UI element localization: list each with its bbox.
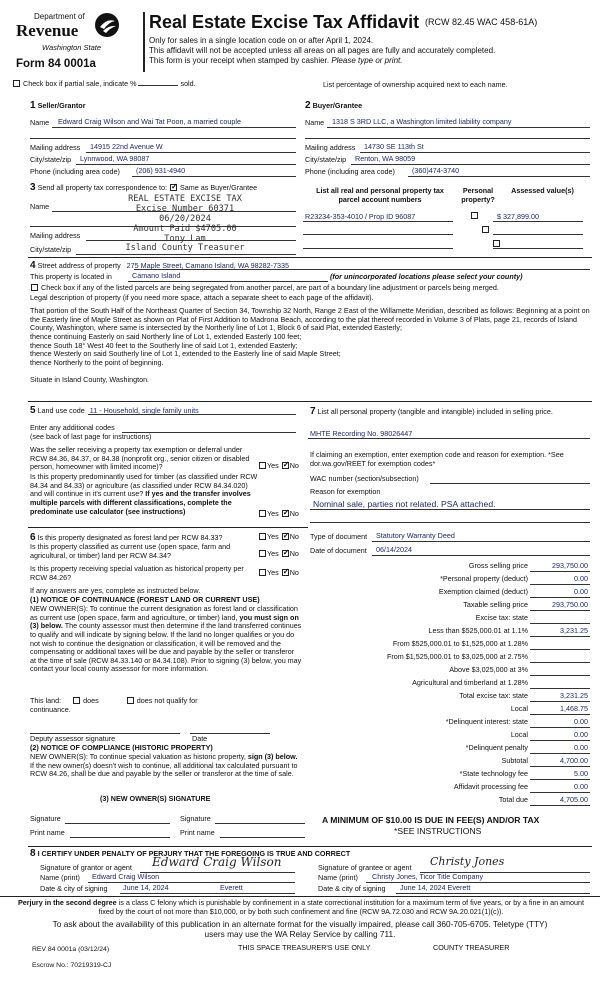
buyer-mailing-label: Mailing address bbox=[305, 143, 356, 152]
additional-codes-label: Enter any additional codes bbox=[30, 423, 115, 432]
deputy-date-label: Date bbox=[192, 734, 208, 743]
section-7-number: 7 bbox=[310, 406, 316, 417]
no-label: No bbox=[289, 532, 299, 541]
notice-1: Only for sales in a single location code on or after April 1, 2024. bbox=[149, 36, 374, 45]
tax-row-underline bbox=[530, 753, 590, 754]
parcels-header-personal: Personal property? bbox=[461, 186, 495, 204]
q-current-use-answer bbox=[258, 550, 299, 559]
seller-mailing-field[interactable]: 14915 22nd Avenue W bbox=[90, 142, 163, 151]
q-forest-yes-checkbox[interactable] bbox=[259, 533, 266, 540]
section-2-heading bbox=[305, 100, 362, 112]
segregated-label: Check box if any of the listed parcels are being segregated from another parcel, are part of a boundary line adjustment or parcels being merged. bbox=[41, 283, 499, 292]
notice-2-a: NEW OWNER(S): To continue special valuation as historic property, bbox=[30, 752, 246, 761]
deputy-signature-label: Deputy assessor signature bbox=[30, 734, 116, 743]
grantor-sig-label: Signature of grantor or agent bbox=[40, 863, 132, 872]
tax-row-underline bbox=[530, 740, 590, 741]
notice-2: This affidavit will not be accepted unless all areas on all pages are fully and accurately completed. bbox=[149, 46, 496, 55]
form-citation: (RCW 82.45 WAC 458-61A) bbox=[425, 17, 538, 27]
ownership-note: List percentage of ownership acquired next to each name. bbox=[323, 80, 508, 89]
grantor-date-label: Date & city of signing bbox=[40, 884, 108, 893]
perjury-notice bbox=[16, 899, 586, 916]
wa-swoosh-icon bbox=[94, 12, 120, 41]
grantee-date-label: Date & city of signing bbox=[318, 884, 386, 893]
seller-mailing-label: Mailing address bbox=[30, 143, 81, 152]
grantor-signature[interactable]: Edward Craig Wilson bbox=[152, 855, 282, 869]
tax-row-value[interactable]: 3,231.25 bbox=[560, 626, 588, 635]
stamp-line-4: Amount Paid $4705.00 bbox=[133, 223, 237, 234]
section-7-heading bbox=[310, 406, 590, 418]
section-2-number: 2 bbox=[305, 100, 311, 111]
stamp-line-3: 06/20/2024 bbox=[159, 213, 211, 224]
seller-city-field[interactable]: Lynnwood, WA 98087 bbox=[80, 154, 150, 163]
grantor-city-field[interactable]: Everett bbox=[220, 883, 243, 892]
legal-description[interactable] bbox=[30, 307, 592, 385]
q-timber-yes-checkbox[interactable] bbox=[259, 510, 266, 517]
section-1-number: 1 bbox=[30, 100, 36, 111]
yes-label: Yes bbox=[267, 461, 279, 470]
q-historic-yes-checkbox[interactable] bbox=[259, 569, 266, 576]
section-4-number: 4 bbox=[30, 260, 36, 271]
tax-row-underline bbox=[530, 792, 590, 793]
perjury-bold: Perjury in the second degree bbox=[17, 898, 117, 907]
form-number: Form 84 0001a bbox=[16, 58, 96, 70]
seller-name-label: Name bbox=[30, 118, 50, 127]
tax-row-label: Affidavit processing fee bbox=[453, 782, 528, 791]
tax-row-underline bbox=[530, 688, 590, 689]
doc-type-label: Type of document bbox=[310, 532, 368, 541]
tax-row-underline bbox=[530, 636, 590, 637]
tax-row-label: *State technology fee bbox=[459, 769, 528, 778]
q-exemption-answer bbox=[258, 462, 299, 471]
dor-logo bbox=[12, 10, 140, 58]
additional-codes-note: (see back of last page for instructions) bbox=[30, 432, 152, 441]
q-current-use: Is this property classified as current use (open space, farm and agricultural, or timber) land per RCW 84.34? bbox=[30, 542, 231, 560]
buyer-phone-field[interactable]: (360)474-3740 bbox=[412, 166, 460, 175]
new-owner-sig-2-label: Signature bbox=[180, 814, 211, 823]
notice-1-title: (1) NOTICE OF CONTINUANCE (FOREST LAND OR CURRENT USE) bbox=[30, 595, 260, 604]
notice-1-a: NEW OWNER(S): To continue the current designation as forest land or classification as current use (open space, farm and agriculture, or timber) land, bbox=[30, 604, 298, 622]
tax-row-value[interactable]: 0.00 bbox=[574, 574, 588, 583]
section-5-number: 5 bbox=[30, 405, 36, 416]
section-2-title: Buyer/Grantee bbox=[312, 101, 363, 110]
tax-row-underline bbox=[530, 727, 590, 728]
buyer-mailing-field[interactable]: 14730 SE 113th St bbox=[364, 142, 424, 151]
legal-line-1: That portion of the South Half of the Northeast Quarter of Section 34, Township 32 North, Range 2 East of the Willamette Meridian, described as follows: Beginning at a point on the Easterly line of Maple Street as shown on Plat of First Addition to Madrona Beach, according to the plat thereof recorded in Volume 3 of Plats, page 21, records of Island County, Washington, where same is intersected by the Northerly line of Lot 1, Block 6 of said Plat, extended Easterly; bbox=[30, 306, 590, 333]
tax-row-label: *Personal property (deduct) bbox=[440, 574, 528, 583]
q-forest-answer bbox=[258, 533, 299, 542]
same-as-buyer-label: Same as Buyer/Grantee bbox=[180, 183, 258, 192]
tax-row-label: Less than $525,000.01 at 1.1% bbox=[428, 626, 528, 635]
see-instructions: *SEE INSTRUCTIONS bbox=[394, 826, 482, 836]
exemption-note: *See dor.wa.gov/REET for exemption codes* bbox=[310, 450, 564, 468]
does-not-checkbox[interactable] bbox=[127, 697, 134, 704]
segregated-checkbox[interactable] bbox=[31, 284, 38, 291]
q-historic-answer bbox=[258, 569, 299, 578]
wac-label: WAC number (section/subsection) bbox=[310, 474, 419, 483]
doc-date-field[interactable]: 06/14/2024 bbox=[376, 545, 412, 554]
tax-row-value[interactable]: 0.00 bbox=[574, 782, 588, 791]
tax-row-underline bbox=[530, 571, 590, 572]
buyer-city-label: City/state/zip bbox=[305, 155, 347, 164]
yes-label: Yes bbox=[267, 509, 279, 518]
section-1-heading bbox=[30, 100, 86, 112]
tax-row-value[interactable]: 293,750.00 bbox=[552, 561, 588, 570]
tax-row-label: Agricultural and timberland at 1.28% bbox=[412, 678, 528, 687]
tax-row-value[interactable]: 4,705.00 bbox=[560, 795, 588, 804]
parcels-header-value: Assessed value(s) bbox=[511, 186, 574, 195]
revenue-wordmark: Revenue bbox=[16, 21, 79, 40]
tax-row-label: Total due bbox=[498, 795, 528, 804]
q-timber-no-checkbox[interactable] bbox=[282, 510, 289, 517]
parcel-row-1-number[interactable]: R23234-353-4010 / Prop ID 96087 bbox=[305, 212, 416, 221]
q-current-use-yes-checkbox[interactable] bbox=[259, 550, 266, 557]
legal-label: Legal description of property (if you need more space, attach a separate sheet to each page of the affidavit). bbox=[30, 293, 374, 302]
land-use-field[interactable]: 11 - Household, single family units bbox=[89, 406, 199, 415]
new-owner-print-2-label: Print name bbox=[180, 828, 215, 837]
buyer-name-field[interactable]: 1318 S 3RD LLC, a Washington limited liability company bbox=[332, 117, 512, 126]
form-revision: REV 84 0001a (03/12/24) bbox=[32, 946, 110, 953]
legal-line-5: thence Northerly to the point of beginning. bbox=[30, 357, 164, 367]
no-label: No bbox=[289, 509, 299, 518]
legal-line-3: thence South 18° West 40 feet to the Southerly line of said Lot 1, extended Easterly; bbox=[30, 340, 298, 350]
stamp-line-2: Excise Number 60371 bbox=[135, 203, 235, 214]
does-checkbox[interactable] bbox=[73, 697, 80, 704]
section-8-number: 8 bbox=[30, 848, 36, 859]
tax-row-label: Local bbox=[510, 704, 528, 713]
corr-mailing-label: Mailing address bbox=[30, 231, 81, 240]
q-timber-text-a: Is this property predominantly used for timber (as classified under RCW 84.34 and 84.33) or agriculture (as classified under RCW 84.34.020) and will continue in it's current use? bbox=[30, 472, 258, 499]
partial-sale-checkbox[interactable] bbox=[13, 80, 20, 87]
yes-label: Yes bbox=[267, 549, 279, 558]
section-6-number: 6 bbox=[30, 532, 36, 543]
notice-2-body bbox=[30, 753, 302, 779]
grantor-name-field[interactable]: Edward Craig Wilson bbox=[92, 872, 160, 881]
notice-2-title: (2) NOTICE OF COMPLIANCE (HISTORIC PROPERTY) bbox=[30, 743, 213, 752]
parcels-header-numbers: List all real and personal property tax parcel account numbers bbox=[316, 186, 444, 204]
q-exemption-deferral: Was the seller receiving a property tax exemption or deferral under RCW 84.36, 84.37, or 84.38 (nonprofit org., senior citizen or disabled person, homeowner with limited income)? bbox=[30, 445, 250, 472]
parcel-row-2-personal-checkbox[interactable] bbox=[482, 226, 489, 233]
dept-line: Department of bbox=[34, 12, 85, 21]
q-current-use-no-checkbox[interactable] bbox=[282, 550, 289, 557]
tax-row-label: Local bbox=[510, 730, 528, 739]
this-land-label: This land: bbox=[30, 696, 62, 705]
notice-2-c: If the new owner(s) doesn't wish to continue, all additional tax calculated pursuant to RCW 84.26, shall be due and payable by the seller or transferor at the time of sale. bbox=[30, 760, 298, 779]
partial-sale-percent-input[interactable] bbox=[138, 85, 178, 86]
escrow-number: Escrow No.: 70219319-CJ bbox=[32, 962, 112, 969]
same-as-buyer-checkbox[interactable] bbox=[170, 184, 177, 191]
notice-2-b: sign (3) below. bbox=[247, 752, 298, 761]
legal-line-6: Situate in Island County, Washington. bbox=[30, 375, 150, 385]
stamp-line-1: REAL ESTATE EXCISE TAX bbox=[128, 194, 242, 204]
tax-row-label: From $1,525,000.01 to $3,025,000 at 2.75% bbox=[386, 652, 528, 661]
doc-type-field[interactable]: Statutory Warranty Deed bbox=[376, 531, 455, 540]
accessibility-notice: To ask about the availability of this publication in an alternate format for the visually impaired, please call 360-705-6705. Teletype (TTY) users may use the WA Relay Service by calling 711. bbox=[52, 919, 548, 939]
segregated-row bbox=[30, 284, 499, 293]
section-3-number: 3 bbox=[30, 182, 36, 193]
buyer-name-label: Name bbox=[305, 118, 325, 127]
tax-row-label: Above $3,025,000 at 3% bbox=[449, 665, 528, 674]
tax-row-value[interactable]: 4,700.00 bbox=[560, 756, 588, 765]
treasurer-use-label: THIS SPACE TREASURER'S USE ONLY bbox=[238, 943, 371, 952]
state-line: Washington State bbox=[42, 43, 102, 52]
stamp-line-6: Island County Treasurer bbox=[125, 243, 245, 254]
perjury-text: is a class C felony which is punishable by confinement in a state correctional institution for a maximum term of five years, or by a fine in an amount fixed by the court of not more than $10,000, or by both such confinement and fine (RCW 9A.72.030 and RCW 9A.20.021(1)(c)). bbox=[98, 898, 585, 916]
tax-row-value[interactable]: 0.00 bbox=[574, 717, 588, 726]
tax-row-underline bbox=[530, 649, 590, 650]
q-historic-no-checkbox[interactable] bbox=[282, 569, 289, 576]
personal-property-field[interactable]: MHTE Recording No. 98026447 bbox=[310, 429, 413, 438]
grantor-date-field[interactable]: June 14, 2024 bbox=[123, 883, 169, 892]
tax-row-underline bbox=[530, 766, 590, 767]
q-historic: Is this property receiving special valuation as historical property per RCW 84.26? bbox=[30, 564, 244, 582]
corr-name-label: Name bbox=[30, 202, 50, 211]
q-timber-agriculture bbox=[30, 473, 258, 516]
section-3-heading bbox=[30, 182, 257, 194]
located-label: This property is located in bbox=[30, 272, 112, 281]
section-5-heading bbox=[30, 405, 199, 417]
tax-row-value[interactable]: 1,468.75 bbox=[560, 704, 588, 713]
stamp-line-5: Tony Lam bbox=[164, 233, 206, 244]
tax-row-value[interactable]: 0.00 bbox=[574, 730, 588, 739]
tax-row-underline bbox=[530, 597, 590, 598]
tax-row-value[interactable]: 0.00 bbox=[574, 587, 588, 596]
located-field[interactable]: Camano Island bbox=[132, 271, 181, 280]
q-exemption-yes-checkbox[interactable] bbox=[259, 462, 266, 469]
tax-row-underline bbox=[530, 610, 590, 611]
notice-1-body bbox=[30, 605, 302, 674]
tax-row-label: *Delinquent interest: state bbox=[445, 717, 528, 726]
grantor-name-label: Name (print) bbox=[40, 873, 80, 882]
tax-row-value[interactable]: 293,750.00 bbox=[552, 600, 588, 609]
q-forest-no-checkbox[interactable] bbox=[282, 533, 289, 540]
any-yes-note: If any answers are yes, complete as instructed below. bbox=[30, 586, 201, 595]
new-owner-print-1-label: Print name bbox=[30, 828, 65, 837]
tax-row-label: Taxable selling price bbox=[463, 600, 528, 609]
no-label: No bbox=[289, 461, 299, 470]
does-not-label: does not qualify for bbox=[136, 696, 198, 705]
notice-3-b: Please type or print. bbox=[331, 56, 403, 65]
parcel-row-3-personal-checkbox[interactable] bbox=[493, 240, 500, 247]
tax-row-label: Excise tax: state bbox=[475, 613, 528, 622]
tax-row-underline bbox=[530, 805, 590, 806]
yes-label: Yes bbox=[267, 532, 279, 541]
grantee-date-field[interactable]: June 14, 2024 Everett bbox=[400, 883, 471, 892]
tax-row-value[interactable]: 3,231.25 bbox=[560, 691, 588, 700]
exemption-instructions bbox=[310, 451, 590, 468]
header-divider bbox=[143, 12, 145, 72]
parcel-row-1-value[interactable]: $ 327,899.00 bbox=[497, 212, 539, 221]
yes-label: Yes bbox=[267, 568, 279, 577]
tax-row-underline bbox=[530, 675, 590, 676]
land-use-label: Land use code bbox=[37, 406, 85, 415]
notice-3-title: (3) NEW OWNER(S) SIGNATURE bbox=[100, 794, 211, 803]
tax-row-underline bbox=[530, 623, 590, 624]
notice-3-a: This form is your receipt when stamped by cashier. bbox=[149, 56, 330, 65]
parcel-row-1-personal-checkbox[interactable] bbox=[471, 212, 478, 219]
q-timber-answer bbox=[258, 510, 299, 519]
buyer-phone-label: Phone (including area code) bbox=[305, 167, 395, 176]
street-field[interactable]: 275 Maple Street, Camano Island, WA 98282-7335 bbox=[126, 261, 290, 270]
tax-row-underline bbox=[530, 714, 590, 715]
doc-date-label: Date of document bbox=[310, 546, 367, 555]
continuance-label: continuance. bbox=[30, 705, 71, 714]
section-1-title: Seller/Grantor bbox=[37, 101, 86, 110]
legal-line-4: thence Westerly on said Southerly line of Lot 1, extended to the Easterly line of said Maple Street; bbox=[30, 349, 341, 359]
grantee-name-label: Name (print) bbox=[318, 873, 358, 882]
certify-text: I CERTIFY UNDER PENALTY OF PERJURY THAT THE FOREGOING IS TRUE AND CORRECT bbox=[37, 849, 351, 858]
no-label: No bbox=[289, 568, 299, 577]
legal-line-2: thence continuing Easterly on said Northerly line of Lot 1, extended Easterly 100 feet; bbox=[30, 331, 302, 341]
county-treasurer-label: COUNTY TREASURER bbox=[433, 943, 510, 952]
tax-row-label: Subtotal bbox=[501, 756, 528, 765]
form-title: Real Estate Excise Tax Affidavit bbox=[149, 12, 420, 32]
grantee-sig-label: Signature of grantee or agent bbox=[318, 863, 412, 872]
tax-row-label: Total excise tax: state bbox=[459, 691, 528, 700]
tax-row-label: Gross selling price bbox=[468, 561, 528, 570]
exemption-text: If claiming an exemption, enter exemption code and reason for exemption. bbox=[310, 450, 547, 459]
corr-city-label: City/state/zip bbox=[30, 245, 72, 254]
seller-city-label: City/state/zip bbox=[30, 155, 72, 164]
tax-row-value[interactable]: 5.00 bbox=[574, 769, 588, 778]
partial-sale-sold: sold. bbox=[180, 79, 196, 88]
section-7-text: List all personal property (tangible and intangible) included in selling price. bbox=[317, 407, 553, 416]
partial-sale-row bbox=[12, 80, 196, 89]
reason-label: Reason for exemption bbox=[310, 487, 381, 496]
tax-row-value[interactable]: 0.00 bbox=[574, 743, 588, 752]
q-forest-land: Is this property designated as forest land per RCW 84.33? bbox=[37, 533, 223, 542]
section-3-text: Send all property tax correspondence to: bbox=[37, 183, 168, 192]
does-label: does bbox=[83, 696, 99, 705]
tax-row-underline bbox=[530, 779, 590, 780]
partial-sale-label: Check box if partial sale, indicate % bbox=[23, 79, 137, 88]
tax-row-underline bbox=[530, 584, 590, 585]
tax-row-underline bbox=[530, 662, 590, 663]
q-timber-text-b: If yes and the transfer involves multiple parcels with different classifications, complete the predominate use calculator (see instructions) bbox=[30, 489, 251, 516]
new-owner-sig-1-label: Signature bbox=[30, 814, 61, 823]
street-label: Street address of property bbox=[37, 261, 121, 270]
reason-field[interactable]: Nominal sale, parties not related. PSA attached. bbox=[313, 499, 496, 509]
notice-1-c: The county assessor must then determine if the land transferred continues to qualify and will indicate by signing below. If the land no longer qualifies or you do not wish to continue the designation or classification, it will be removed and the compensating or additional taxes will be due and payable by the seller or transferor at the time of sale (RCW 84.33.140 or 84.34.108). Prior to signing (3) below, you may contact your local county assessor for more information. bbox=[30, 621, 302, 674]
tax-row-label: *Delinquent penalty bbox=[465, 743, 528, 752]
seller-phone-label: Phone (including area code) bbox=[30, 167, 120, 176]
tax-row-label: Exemption claimed (deduct) bbox=[438, 587, 528, 596]
q-exemption-no-checkbox[interactable] bbox=[282, 462, 289, 469]
seller-name-field[interactable]: Edward Craig Wilson and Wai Tat Poon, a married couple bbox=[58, 117, 241, 126]
tax-row-label: From $525,000.01 to $1,525,000 at 1.28% bbox=[392, 639, 528, 648]
no-label: No bbox=[289, 549, 299, 558]
treasurer-stamp bbox=[110, 195, 260, 254]
seller-phone-field[interactable]: (206) 931-4940 bbox=[136, 166, 186, 175]
buyer-city-field[interactable]: Renton, WA 98059 bbox=[355, 154, 416, 163]
grantee-signature[interactable]: Christy Jones bbox=[430, 855, 505, 868]
notice-3 bbox=[149, 56, 402, 66]
tax-row-underline bbox=[530, 701, 590, 702]
notice-1-b: you must sign on (3) below. bbox=[30, 612, 299, 631]
grantee-name-field[interactable]: Christy Jones, Ticor Title Company bbox=[372, 872, 484, 881]
located-note: (for unincorporated locations please select your county) bbox=[330, 272, 523, 281]
minimum-fee-notice: A MINIMUM OF $10.00 IS DUE IN FEE(S) AND/OR TAX bbox=[322, 815, 540, 825]
